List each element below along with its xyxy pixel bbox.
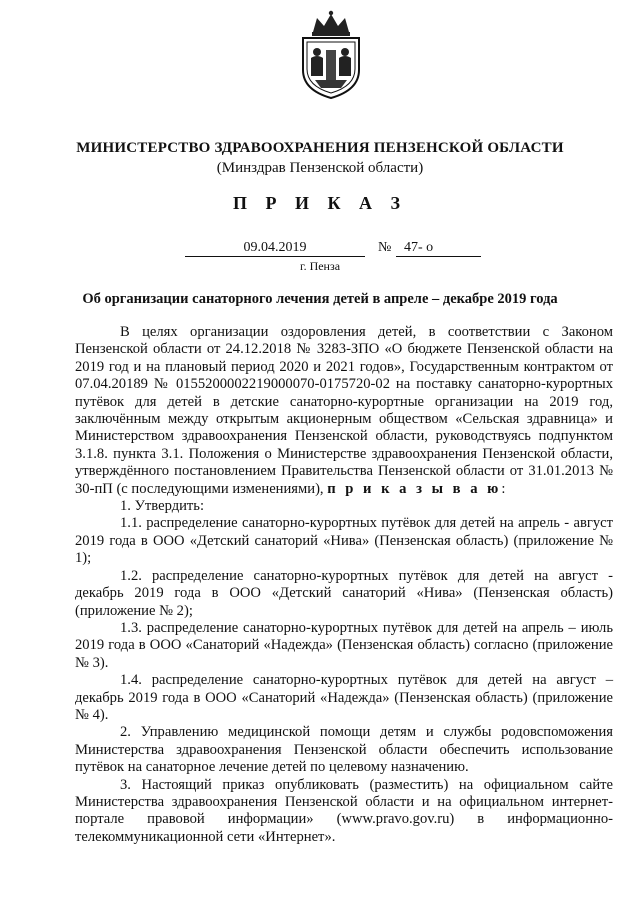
order-date: 09.04.2019 — [185, 240, 365, 257]
item-1-2: 1.2. распределение санаторно-курортных путёвок для детей на август - декабрь 2019 года в ООО «Детский санаторий «Нива» (Пензенская область) (приложение № 2); — [75, 567, 613, 619]
item-1-1: 1.1. распределение санаторно-курортных путёвок для детей на апрель - август 2019 года в ООО «Детский санаторий «Нива» (Пензенская область) (приложение № 1); — [75, 515, 613, 567]
item-1: 1. Утвердить: — [120, 498, 205, 515]
order-colon: : — [501, 480, 506, 497]
document-type-title: П Р И К А З — [232, 193, 408, 213]
city-label: г. Пенза — [300, 259, 341, 273]
item-2: 2. Управлению медицинской помощи детям и службы родовспоможения Министерства здравоохранения Пензенской области обеспечить использование путёвок на санаторное лечение детей по целевому назначению. — [75, 724, 613, 776]
item-1-4: 1.4. распределение санаторно-курортных путёвок для детей на август – декабрь 2019 года в ООО «Санаторий «Надежда» (Пензенская область) (приложение № 4). — [75, 672, 613, 723]
ministry-name: МИНИСТЕРСТВО ЗДРАВООХРАНЕНИЯ ПЕНЗЕНСКОЙ ОБЛАСТИ — [76, 140, 564, 156]
order-word: п р и к а з ы в а ю — [327, 480, 502, 497]
number-sign: № — [378, 240, 392, 255]
order-subject: Об организации санаторного лечения детей в апреле – декабре 2019 года — [82, 291, 558, 307]
order-body — [75, 324, 613, 846]
preamble-paragraph — [75, 324, 613, 498]
order-number: 47- о — [396, 240, 481, 257]
preamble-text: В целях организации оздоровления детей, в соответствии с Законом Пензенской области от 24.12.2018 № 3283-ЗПО «О бюджете Пензенской области на 2019 год и на плановый период 2020 и 2021 годов», Государственным контрактом от 07.04.20189 № 0155200002219000070-0175720-02 на поставку санаторно-курортных путёвок для детей в детские санаторно-курортные организации на 2019 год, заключённым между открытым акционерным обществом «Сельская здравница» и Министерством здравоохранения Пензенской области, руководствуясь подпунктом 3.1.8. пункта 3.1. Положения о Министерстве здравоохранения Пензенской области, утверждённого постановлением Правительства Пензенской области от 31.01.2013 № 30-пП (с последующими изменениями), — [75, 324, 613, 497]
coat-of-arms-emblem — [295, 10, 367, 100]
item-1-3: 1.3. распределение санаторно-курортных путёвок для детей на апрель – июль 2019 года в ООО «Санаторий «Надежда» (Пензенская область) согласно (приложение № 3). — [75, 619, 613, 671]
item-3: 3. Настоящий приказ опубликовать (разместить) на официальном сайте Министерства здравоохранения Пензенской области и на официальном интернет-портале правовой информации» (www.pravo.gov.ru) в информационно-телекоммуникационной сети «Интернет». — [75, 776, 613, 845]
ministry-short-name: (Минздрав Пензенской области) — [216, 160, 424, 176]
